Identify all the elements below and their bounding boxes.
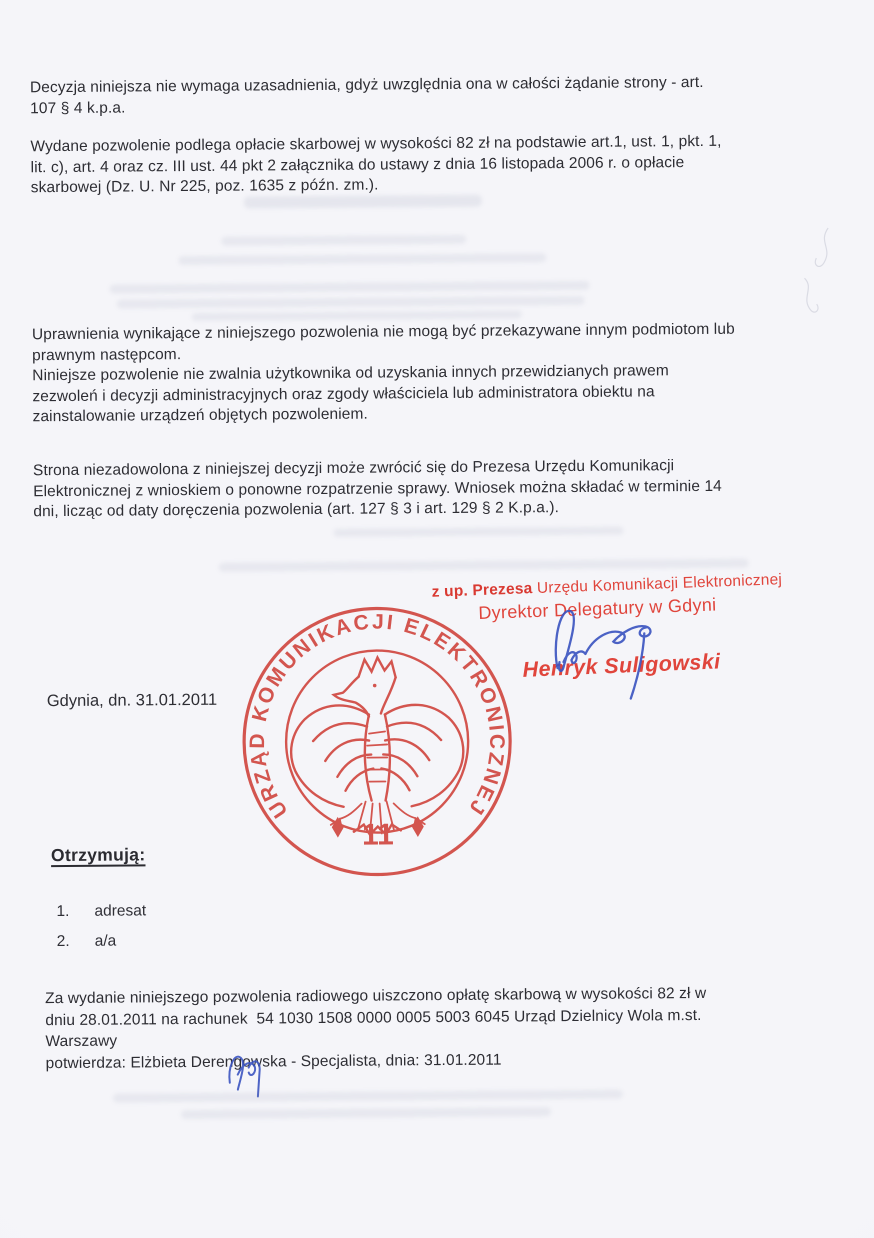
distribution-heading: Otrzymują:	[50, 844, 146, 866]
list-item-label: a/a	[94, 932, 117, 950]
bleedthrough-line	[113, 1090, 623, 1103]
stamp-ring-text: URZĄD KOMUNIKACJI ELEKTRONICZNEJ	[246, 610, 509, 822]
paragraph-rights-transfer: Uprawnienia wynikające z niniejszego pozwolenia nie mogą być przekazywane innym podmiotom lub prawnym następcom. Niniejsze pozwolenie nie zwalnia użytkownika od uzyskania innych przewidzianych prawem zezwoleń i decyzji administracyjnych oraz zgody właściciela lub administratora obiektu na zainstalowanie urządzeń objętych pozwoleniem.	[31, 320, 735, 426]
signer-name: Henryk Suligowski	[522, 649, 721, 682]
stamp-number: 11	[361, 818, 394, 852]
pencil-smudge	[786, 216, 857, 337]
list-item	[56, 896, 146, 927]
handwritten-signature	[529, 593, 665, 712]
svg-text:URZĄD KOMUNIKACJI ELEKTRONICZN	[245, 609, 509, 822]
list-item-number: 1.	[56, 902, 70, 921]
paragraph-stamp-duty: Wydane pozwolenie podlega opłacie skarbowej w wysokości 82 zł na podstawie art.1, ust. 1, pkt. 1, lit. c), art. 4 oraz cz. III ust. 44 pkt 2 załącznika do ustawy z dnia 16 listopada 2006 r. o opłacie skarbowej (Dz. U. Nr 225, poz. 1635 z późn. zm.).	[30, 132, 722, 197]
distribution-list	[56, 896, 146, 957]
paragraph-decision-basis: Decyzja niniejsza nie wymaga uzasadnienia, gdyż uwzględnia ona w całości żądanie strony - art. 107 § 4 k.p.a.	[29, 73, 704, 117]
list-item	[57, 926, 147, 957]
authorization-prefix: z up. Prezesa	[431, 580, 533, 601]
bleedthrough-line	[333, 527, 623, 537]
paragraph-appeal-instructions: Strona niezadowolona z niniejszej decyzji może zwrócić się do Prezesa Urzędu Komunikacji Elektronicznej z wnioskiem o ponowne rozpatrzenie sprawy. Wniosek można składać w terminie 14 dni, licząc od daty doręczenia pozwolenia (art. 127 § 3 i art. 129 § 2 K.p.a.).	[32, 457, 722, 521]
signer-title: Dyrektor Delegatury w Gdyni	[477, 594, 717, 624]
bleedthrough-line	[244, 195, 482, 209]
bleedthrough-line	[117, 296, 585, 309]
bleedthrough-line	[221, 235, 466, 246]
paragraph-payment-confirmation: Za wydanie niniejszego pozwolenia radiowego uiszczono opłatę skarbową w wysokości 82 zł w dniu 28.01.2011 na rachunek 54 1030 1508 0000 0005 5003 6045 Urząd Dzielnicy Wola m.st. Warszawy potwierdza: Elżbieta Derengowska - Specjalista, dnia: 31.01.2011	[45, 984, 707, 1072]
bleedthrough-line	[178, 253, 546, 265]
list-item-number: 2.	[56, 932, 70, 951]
bleedthrough-line	[192, 310, 522, 321]
list-item-label: adresat	[94, 902, 147, 920]
authorization-office: Urzędu Komunikacji Elektronicznej	[532, 571, 783, 598]
bleedthrough-line	[181, 1107, 551, 1119]
bleedthrough-line	[110, 281, 590, 294]
official-round-stamp	[238, 600, 516, 882]
place-and-date: Gdynia, dn. 31.01.2011	[46, 690, 218, 711]
bleedthrough-line	[219, 559, 749, 572]
